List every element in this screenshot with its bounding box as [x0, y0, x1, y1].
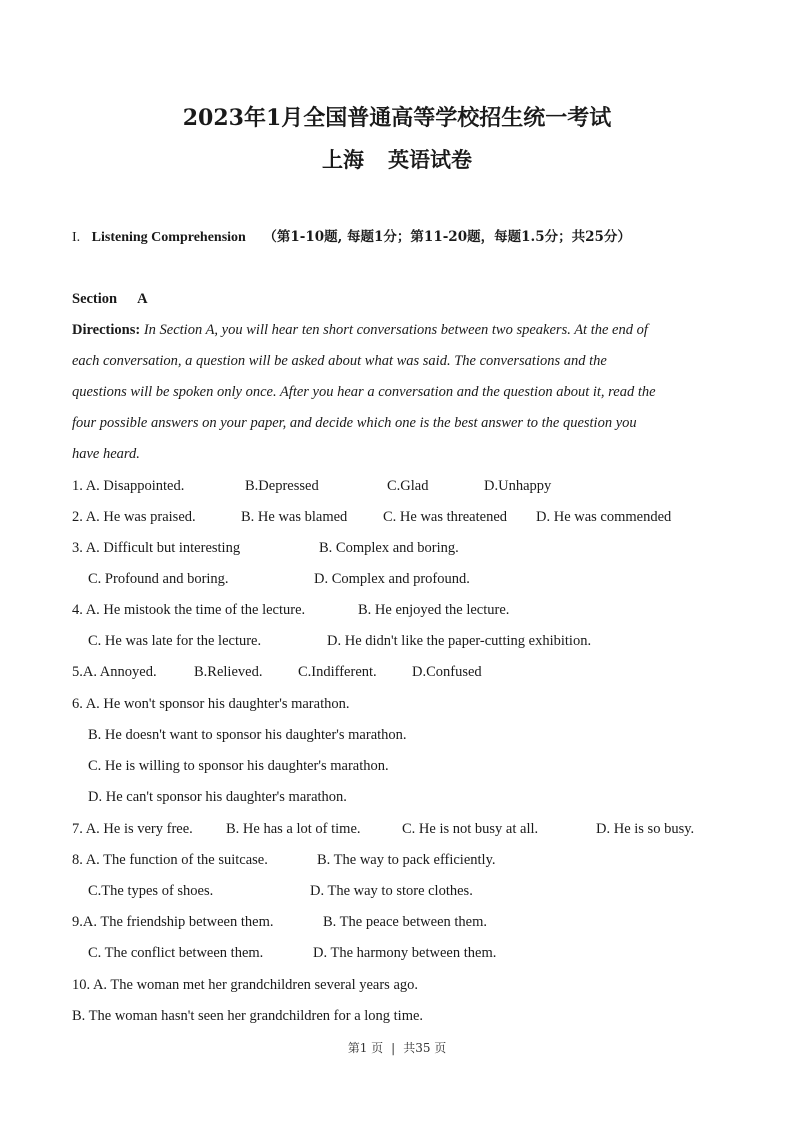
q4-option-b: B. He enjoyed the lecture. — [358, 602, 510, 618]
q1-option-d: D.Unhappy — [484, 478, 552, 494]
q3-option-c: C. Profound and boring. — [88, 571, 229, 587]
page-number: 第1 页 — [347, 1041, 384, 1055]
directions-text: four possible answers on your paper, and decide which one is the best answer to the question you — [72, 415, 637, 431]
exam-title: 2023年1月全国普通高等学校招生统一考试 — [182, 105, 612, 131]
q1-option-b: B.Depressed — [245, 478, 319, 494]
exam-subtitle — [0, 145, 794, 175]
directions-text: questions will be spoken only once. After you hear a conversation and the question about it, read the — [72, 384, 656, 400]
q7-option-a: 7. A. He is very free. — [72, 821, 193, 837]
q3-option-a: 3. A. Difficult but interesting — [72, 540, 241, 556]
q2-option-a: 2. A. He was praised. — [72, 509, 196, 525]
part-heading — [72, 227, 631, 248]
footer-separator: | — [391, 1041, 396, 1055]
q2-option-d: D. He was commended — [536, 509, 672, 525]
q9-option-c: C. The conflict between them. — [88, 945, 264, 961]
q8-option-a: 8. A. The function of the suitcase. — [72, 852, 268, 868]
q7-option-c: C. He is not busy at all. — [402, 821, 539, 837]
directions-line — [72, 320, 722, 340]
q6-option-c: C. He is willing to sponsor his daughter's marathon. — [88, 758, 389, 774]
section-label: Section — [72, 291, 118, 307]
q9-option-b: B. The peace between them. — [323, 914, 487, 930]
q9-option-a: 9.A. The friendship between them. — [72, 914, 274, 930]
q2-option-c: C. He was threatened — [383, 509, 508, 525]
q2-option-b: B. He was blamed — [241, 509, 348, 525]
page-footer — [0, 1040, 794, 1056]
q8-option-b: B. The way to pack efficiently. — [317, 852, 496, 868]
directions-line — [72, 413, 722, 433]
q5-option-a: 5.A. Annoyed. — [72, 664, 157, 680]
q4-option-d: D. He didn't like the paper-cutting exhibition. — [327, 633, 592, 649]
q1-option-c: C.Glad — [387, 478, 429, 494]
q6-option-d: D. He can't sponsor his daughter's marathon. — [88, 789, 347, 805]
q8-option-c: C.The types of shoes. — [88, 883, 214, 899]
q4-option-c: C. He was late for the lecture. — [88, 633, 262, 649]
q3-option-d: D. Complex and profound. — [314, 571, 470, 587]
q5-option-b: B.Relieved. — [194, 664, 263, 680]
subtitle-name: 英语试卷 — [388, 147, 472, 172]
part-number: I. — [72, 230, 81, 245]
directions-text: In Section A, you will hear ten short conversations between two speakers. At the end of — [143, 322, 648, 338]
q3-option-b: B. Complex and boring. — [319, 540, 459, 556]
q7-option-d: D. He is so busy. — [596, 821, 695, 837]
q6-option-a: 6. A. He won't sponsor his daughter's marathon. — [72, 696, 350, 712]
q5-option-d: D.Confused — [412, 664, 482, 680]
q8-option-d: D. The way to store clothes. — [310, 883, 473, 899]
directions-line — [72, 382, 722, 402]
q10-option-b: B. The woman hasn't seen her grandchildren for a long time. — [72, 1008, 424, 1024]
directions-line — [72, 444, 722, 464]
q7-option-b: B. He has a lot of time. — [226, 821, 361, 837]
q10-option-a: 10. A. The woman met her grandchildren several years ago. — [72, 977, 419, 993]
directions-label: Directions: — [72, 322, 141, 338]
directions-line — [72, 351, 722, 371]
directions-text: each conversation, a question will be asked about what was said. The conversations and the — [72, 353, 607, 369]
part-name: Listening Comprehension — [91, 230, 246, 245]
directions-text: have heard. — [72, 446, 140, 462]
q1-option-a: 1. A. Disappointed. — [72, 478, 185, 494]
section-heading — [72, 289, 148, 309]
q4-option-a: 4. A. He mistook the time of the lecture. — [72, 602, 306, 618]
page-total: 共35 页 — [403, 1041, 447, 1055]
section-letter: A — [137, 291, 148, 307]
q9-option-d: D. The harmony between them. — [313, 945, 497, 961]
subtitle-region: 上海 — [322, 147, 364, 172]
q6-option-b: B. He doesn't want to sponsor his daughter's marathon. — [88, 727, 407, 743]
part-scoring-note: （第1-10题, 每题1分；第11-20题，每题1.5分；共25分） — [263, 229, 631, 245]
q5-option-c: C.Indifferent. — [298, 664, 377, 680]
